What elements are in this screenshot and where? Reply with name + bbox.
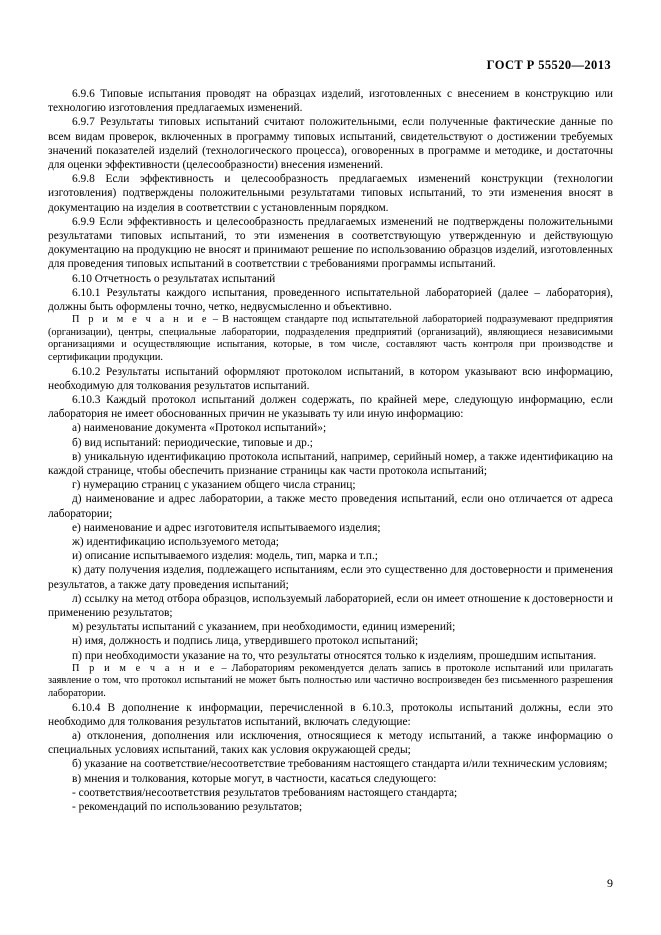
list-item-g: г) нумерацию страниц с указанием общего числа страниц; <box>72 479 356 492</box>
note-2 <box>48 663 613 701</box>
list-item-n: н) имя, должность и подпись лица, утвердившего протокол испытаний; <box>72 635 419 648</box>
note-2-label: П р и м е ч а н и е <box>72 662 217 674</box>
list-item-d: д) наименование и адрес лаборатории, а также место проведения испытаний, если оно отличается от адреса лаборатории; <box>48 493 613 520</box>
list-item-b: б) вид испытаний: периодические, типовые и др.; <box>72 436 313 449</box>
list-item-v2: в) мнения и толкования, которые могут, в частности, касаться следующего: <box>72 772 437 785</box>
list-item-a: а) наименование документа «Протокол испытаний»; <box>72 422 327 435</box>
note-1-label: П р и м е ч а н и е <box>72 314 209 326</box>
document-body <box>48 87 613 814</box>
note-2-text: – Лабораториям рекомендуется делать запись в протоколе испытаний или прилагать заявление о том, что протокол испытаний не может быть полностью или частично воспроизведен без письменного разрешения лаборатории. <box>48 662 613 700</box>
page-header: ГОСТ Р 55520—2013 <box>486 58 611 72</box>
paragraph-6-9-8: 6.9.8 Если эффективность и целесообразность предлагаемых изменений конструкции (технологии изготовления) подтверждены положительными результатами типовых испытаний, то эти изменения вносят в документацию на изделия в соответствии с установленным порядком. <box>48 173 613 214</box>
paragraph-6-10-2: 6.10.2 Результаты испытаний оформляют протоколом испытаний, в котором указывают всю информацию, необходимую для толкования результатов испытаний. <box>48 365 613 392</box>
paragraph-6-10-3: 6.10.3 Каждый протокол испытаний должен содержать, по крайней мере, следующую информацию, если лаборатория не имеет обоснованных причин не указывать ту или иную информацию: <box>48 394 613 421</box>
paragraph-6-9-7: 6.9.7 Результаты типовых испытаний считают положительными, если полученные фактические данные по всем видам проверок, включенных в программу типовых испытаний, свидетельствуют о достижении требуемых значений показателей изделий (технологического процесса), оговоренных в программе и методике, и достаточны для оценки эффективности (целесообразности) внесения изменений. <box>48 116 613 172</box>
list-item-v2-2: - рекомендаций по использованию результатов; <box>72 801 303 814</box>
list-item-k: к) дату получения изделия, подлежащего испытаниям, если это существенно для достоверности и применения результатов, а также дату проведения испытаний; <box>48 564 613 591</box>
list-item-v2-1: - соответствия/несоответствия результатов требованиям настоящего стандарта; <box>72 786 458 799</box>
list-item-p: п) при необходимости указание на то, что результаты относятся только к изделиям, прошедшим испытания. <box>72 649 597 662</box>
list-item-i: и) описание испытываемого изделия: модель, тип, марка и т.п.; <box>72 550 378 563</box>
list-item-zh: ж) идентификацию используемого метода; <box>72 536 279 549</box>
paragraph-6-10-4: 6.10.4 В дополнение к информации, перечисленной в 6.10.3, протоколы испытаний должны, если это необходимо для толкования результатов испытаний, включать следующие: <box>48 701 613 728</box>
list-item-l: л) ссылку на метод отбора образцов, используемый лабораторией, если он имеет отношение к достоверности и применению результатов; <box>48 592 613 620</box>
list-item-e: е) наименование и адрес изготовителя испытываемого изделия; <box>72 521 381 534</box>
list-item-b2: б) указание на соответствие/несоответствие требованиям настоящего стандарта и/или техническим условиям; <box>72 758 608 771</box>
list-item-a2: а) отклонения, дополнения или исключения, относящиеся к методу испытаний, а также информацию о специальных условиях испытаний, таких как условия окружающей среды; <box>48 730 613 757</box>
page-number: 9 <box>607 876 613 890</box>
paragraph-6-10-1: 6.10.1 Результаты каждого испытания, проведенного испытательной лабораторией (далее – лаборатория), должны быть оформлены точно, четко, недвусмысленно и объективно. <box>48 286 613 314</box>
list-item-v: в) уникальную идентификацию протокола испытаний, например, серийный номер, а также идентификацию на каждой странице, чтобы обеспечить признание страницы как части протокола испытаний; <box>48 450 613 478</box>
paragraph-6-9-9: 6.9.9 Если эффективность и целесообразность предлагаемых изменений не подтверждены положительными результатами типовых испытаний, то эти изменения в соответствующую утвержденную и действующую документацию на продукцию не вносят и принимают решение по использованию образцов изделий, изготовленных для проведения типовых испытаний в соответствии с требованиями программы испытаний. <box>48 215 613 271</box>
heading-6-10: 6.10 Отчетность о результатах испытаний <box>72 272 276 285</box>
list-item-m: м) результаты испытаний с указанием, при необходимости, единиц измерений; <box>72 621 456 634</box>
note-1-text: – В настоящем стандарте под испытательной лабораторией подразумевают предприятия (организации), центры, специальные лаборатории, подразделения предприятий (организаций), являющиеся независимыми организациями и осуществляющие испытания, которые, в том числе, составляют часть контроля при производстве и сертификации продукции. <box>48 314 613 364</box>
paragraph-6-9-6: 6.9.6 Типовые испытания проводят на образцах изделий, изготовленных с внесением в конструкцию или технологию изготовления предлагаемых изменений. <box>48 88 613 115</box>
note-1 <box>48 314 613 364</box>
